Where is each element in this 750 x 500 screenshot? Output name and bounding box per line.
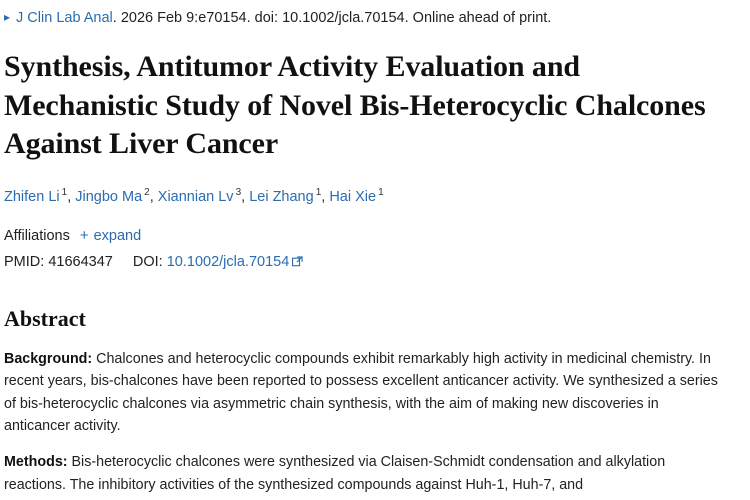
author-name[interactable]: Xiannian Lv: [157, 189, 234, 206]
abstract-section-text: Chalcones and heterocyclic compounds exhibit remarkably high activity in medicinal chemistry. In recent years, bis-chalcones have been reported to possess excellent anticancer activity. We synthesized a series of bis-heterocyclic chalcones via asymmetric chain synthesis, with the aim of making new discoveries in anticancer activity.: [4, 351, 718, 434]
author-list: [0, 163, 750, 209]
expand-label: expand: [93, 227, 142, 244]
pmid-value: 41664347: [48, 254, 113, 271]
author-separator: ,: [241, 189, 246, 206]
author-item[interactable]: [329, 189, 383, 205]
author-name[interactable]: Hai Xie: [329, 189, 377, 206]
author-separator: ,: [149, 189, 154, 206]
abstract-paragraph: [4, 348, 720, 437]
author-separator: ,: [67, 189, 72, 206]
author-name[interactable]: Lei Zhang: [249, 189, 314, 206]
author-affiliation-marker: 1: [61, 187, 68, 199]
author-item[interactable]: [249, 189, 321, 205]
identifiers-row: [0, 244, 750, 270]
affiliations-label: Affiliations: [4, 227, 70, 244]
author-name[interactable]: Zhifen Li: [4, 189, 60, 206]
abstract-section-label: Methods:: [4, 454, 68, 471]
doi-value: 10.1002/jcla.70154: [166, 254, 290, 271]
author-separator: ,: [321, 189, 326, 206]
external-link-icon: [292, 256, 303, 267]
chevron-right-icon[interactable]: ▸: [4, 10, 11, 24]
author-affiliation-marker: 1: [378, 187, 384, 199]
journal-name[interactable]: J Clin Lab Anal: [16, 10, 113, 26]
page-title: Synthesis, Antitumor Activity Evaluation and Mechanistic Study of Novel Bis-Heterocyclic Chalcones Against Liver Cancer: [4, 50, 706, 161]
author-item[interactable]: [158, 189, 241, 205]
abstract-section-text: Bis-heterocyclic chalcones were synthesized via Claisen-Schmidt condensation and alkylation reactions. The inhibitory activities of the synthesized compounds against Huh-1, Huh-7, and: [4, 454, 666, 493]
abstract-paragraph: [4, 451, 720, 496]
affiliations-row: [0, 209, 750, 244]
abstract-heading: Abstract: [4, 306, 86, 332]
author-name[interactable]: Jingbo Ma: [75, 189, 143, 206]
author-item[interactable]: [75, 189, 149, 205]
expand-affiliations-button[interactable]: [80, 227, 141, 244]
author-affiliation-marker: 1: [315, 187, 322, 199]
doi-link[interactable]: [167, 254, 304, 270]
citation-details: . 2026 Feb 9:e70154. doi: 10.1002/jcla.70154. Online ahead of print.: [112, 10, 552, 26]
abstract-body: [0, 332, 750, 496]
citation-line: [0, 0, 750, 28]
pmid-label: PMID:: [4, 254, 45, 271]
doi-label: DOI:: [132, 254, 163, 271]
plus-icon: +: [79, 227, 89, 245]
author-affiliation-marker: 3: [235, 187, 242, 199]
author-item[interactable]: [4, 189, 67, 205]
author-affiliation-marker: 2: [144, 187, 150, 199]
abstract-section-label: Background:: [4, 351, 93, 368]
